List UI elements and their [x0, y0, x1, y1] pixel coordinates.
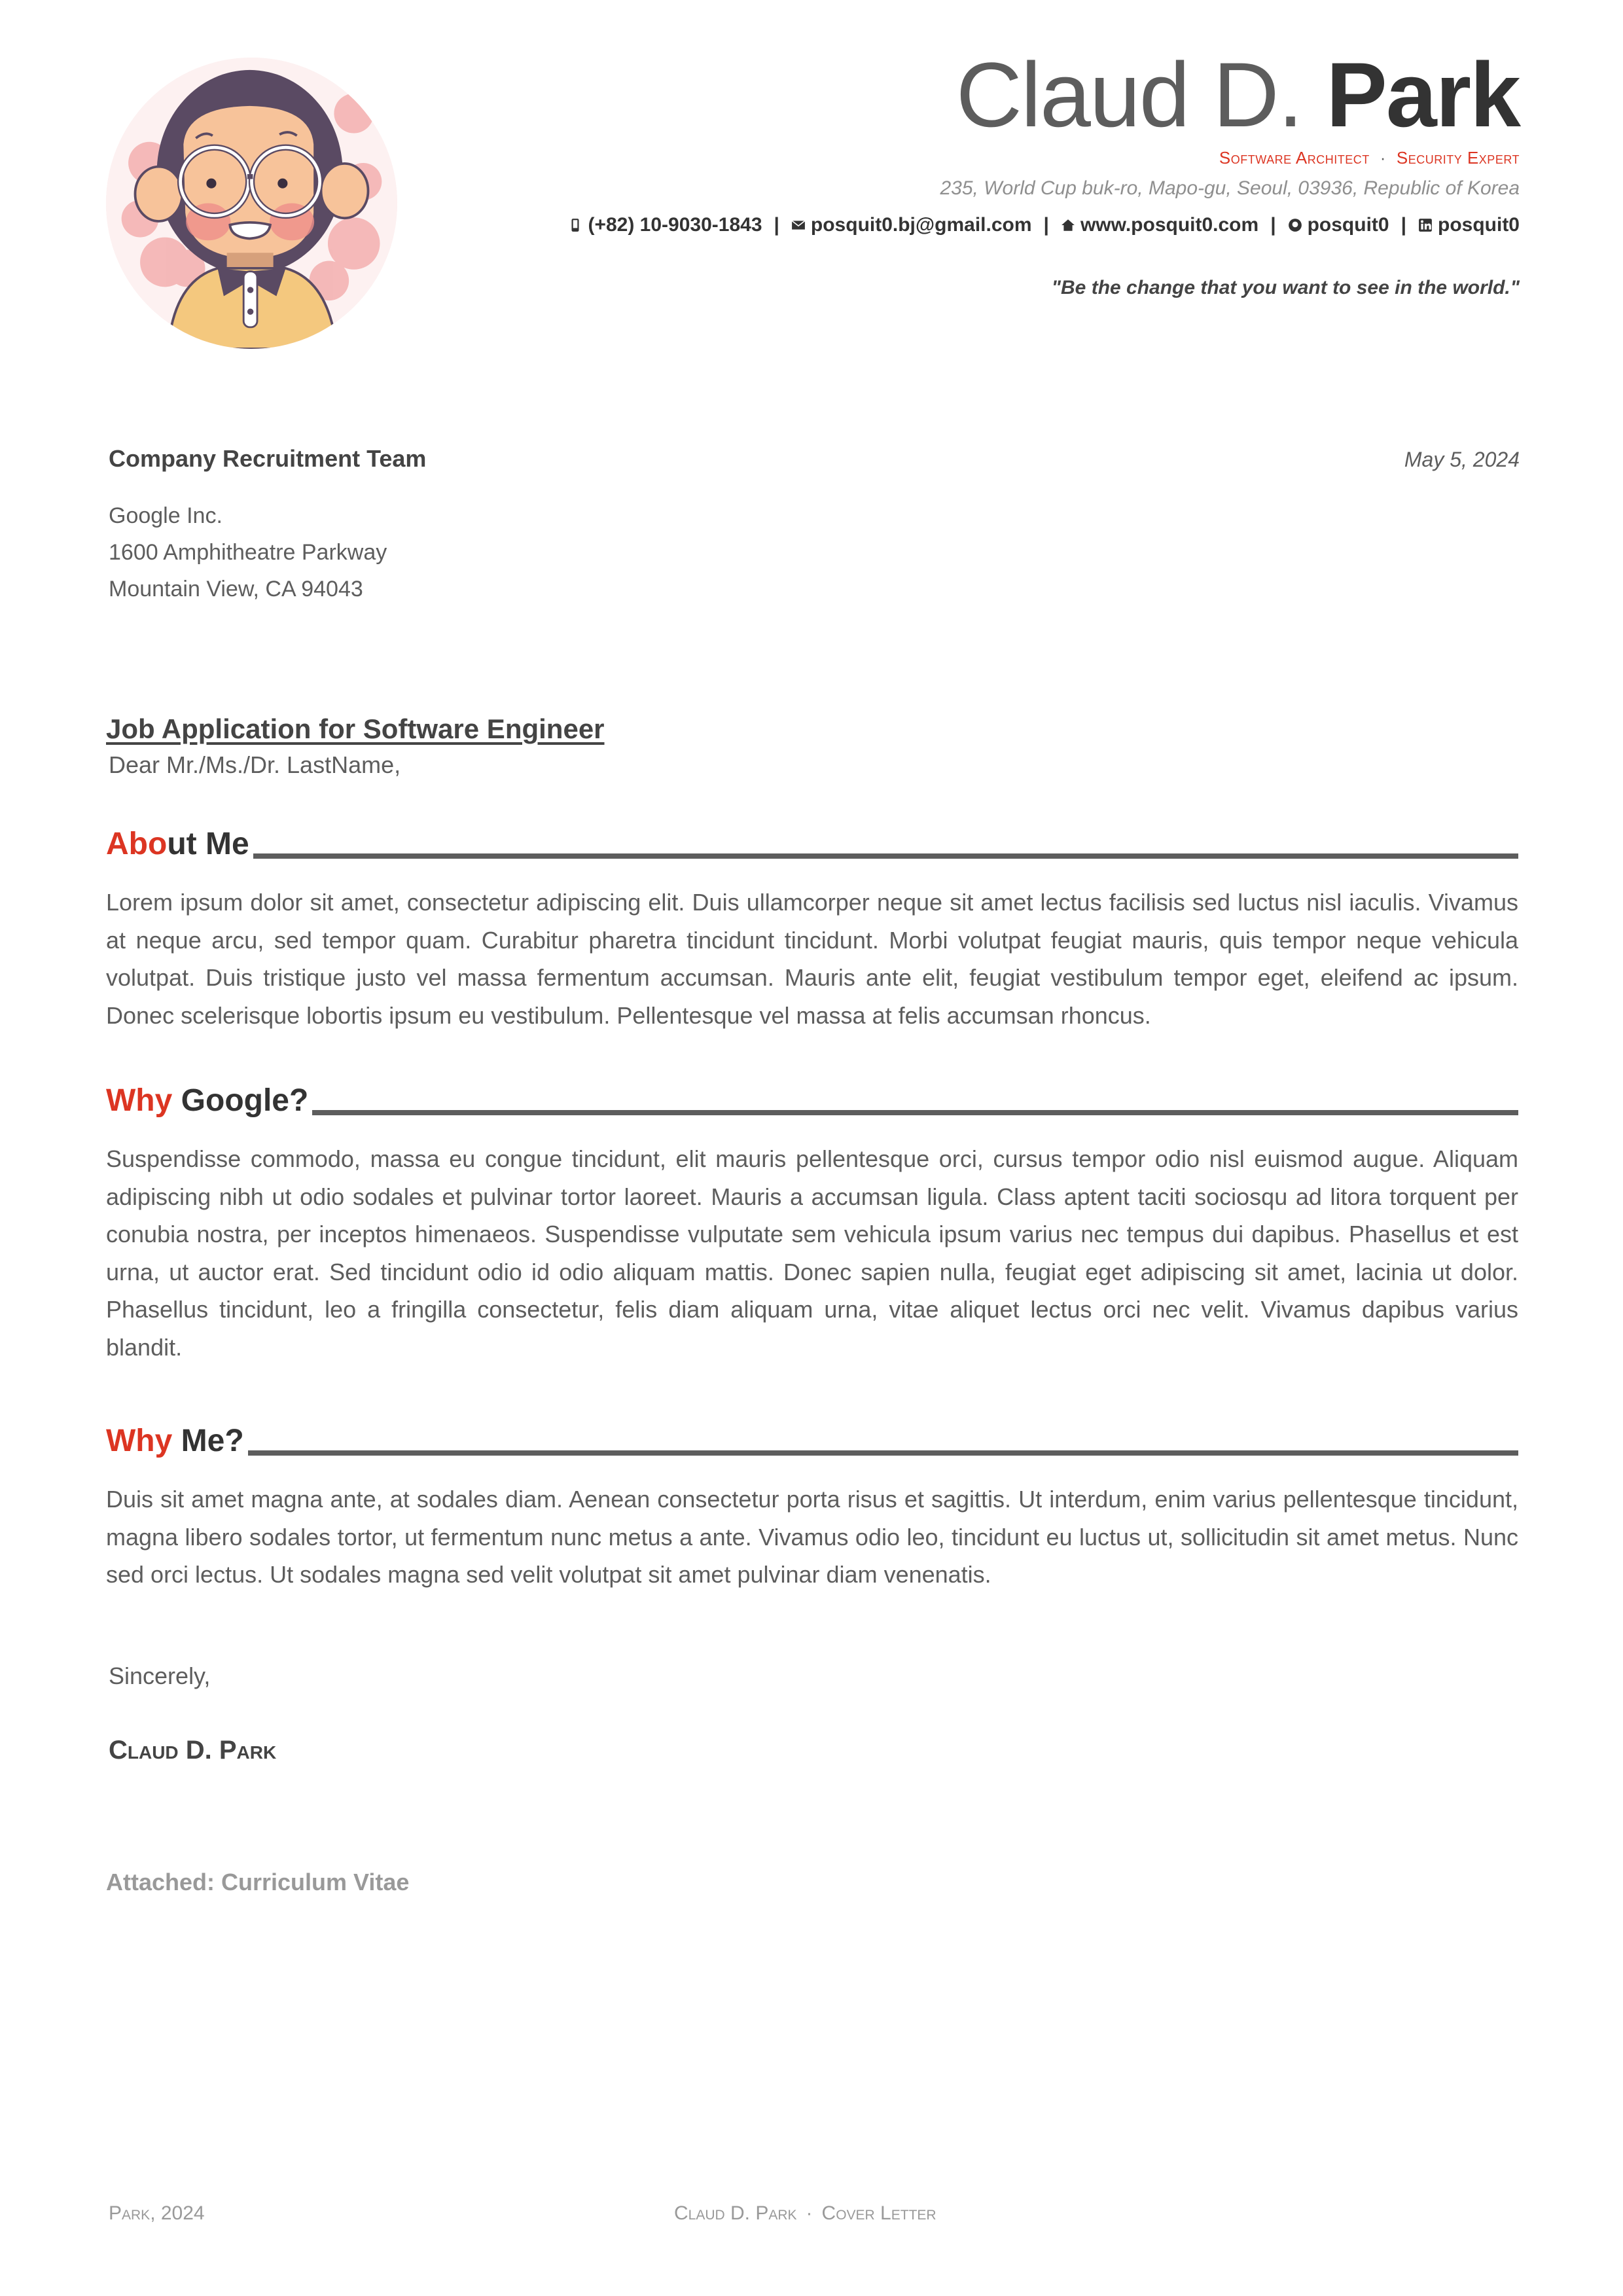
- section-why-google: [106, 1073, 1518, 1366]
- contact-line: (+82) 10-9030-1843 | posquit0.bj@gmail.com | www.posquit0.com | posquit0 | posquit0: [568, 212, 1520, 238]
- last-name: Park: [1326, 43, 1520, 146]
- contact-github[interactable]: posquit0: [1288, 214, 1389, 236]
- quote: "Be the change that you want to see in the world.": [1051, 277, 1520, 298]
- position-1: Software Architect: [1219, 148, 1370, 168]
- section-divider: [312, 1110, 1518, 1115]
- recipient-address: [109, 497, 387, 607]
- home-icon: [1061, 218, 1075, 232]
- letter-opening: Dear Mr./Ms./Dr. LastName,: [109, 751, 401, 778]
- section-heading: [106, 1414, 1518, 1460]
- avatar-illustration: [106, 58, 397, 349]
- contact-email[interactable]: posquit0.bj@gmail.com: [791, 214, 1032, 236]
- email-icon: [791, 218, 806, 232]
- github-icon: [1288, 218, 1302, 232]
- applicant-name: [568, 43, 1520, 146]
- footer-left: Park, 2024: [109, 2202, 205, 2224]
- recipient-line: 1600 Amphitheatre Parkway: [109, 540, 387, 565]
- recipient-line: Mountain View, CA 94043: [109, 577, 363, 601]
- section-body: Duis sit amet magna ante, at sodales diam. Aenean consectetur porta risus et sagittis. Ut interdum, enim varius pellentesque tincidunt, magna libero sodales tortor, ut fermentum nunc metus a ante. Vivamus odio leo, tincidunt eu luctus ut, sollicitudin sit amet metus. Nunc sed orci lectus. Ut sodales magna sed velit volutpat sit amet pulvinar diam venenatis.: [106, 1486, 1518, 1588]
- position-separator: ·: [1380, 148, 1386, 168]
- mobile-phone-icon: [568, 218, 582, 232]
- section-why-me: [106, 1414, 1518, 1594]
- attachment-note: Attached: Curriculum Vitae: [106, 1869, 410, 1895]
- section-divider: [253, 853, 1518, 859]
- contact-linkedin[interactable]: posquit0: [1418, 214, 1520, 236]
- letter-title: Job Application for Software Engineer: [106, 713, 605, 744]
- closing: Sincerely,: [109, 1662, 211, 1689]
- profile-photo: [106, 58, 397, 349]
- address: 235, World Cup buk-ro, Mapo-gu, Seoul, 03936, Republic of Korea: [940, 177, 1520, 199]
- first-name: Claud D.: [955, 43, 1302, 146]
- section-about-me: [106, 817, 1518, 1034]
- section-heading: [106, 817, 1518, 863]
- signature: Claud D. Park: [109, 1736, 277, 1765]
- letter-date: May 5, 2024: [1404, 448, 1520, 471]
- linkedin-icon: [1418, 218, 1433, 232]
- recipient-title: Company Recruitment Team: [109, 445, 427, 472]
- contact-homepage[interactable]: www.posquit0.com: [1061, 214, 1258, 236]
- section-title: Why Google?: [106, 1083, 309, 1118]
- contact-phone[interactable]: (+82) 10-9030-1843: [568, 214, 762, 236]
- section-divider: [248, 1450, 1518, 1456]
- section-heading: [106, 1073, 1518, 1119]
- position-line: [568, 147, 1520, 169]
- recipient-line: Google Inc.: [109, 503, 223, 528]
- section-title: Why Me?: [106, 1424, 244, 1458]
- footer-center: Claud D. Park · Cover Letter: [674, 2202, 936, 2224]
- section-body: Lorem ipsum dolor sit amet, consectetur adipiscing elit. Duis ullamcorper neque sit amet lectus facilisis sed luctus nisl iaculis. Vivamus at neque arcu, sed tempor quam. Curabitur pharetra tincidunt tincidunt. Morbi volutpat feugiat mauris, quis tempor neque vehicula volutpat. Duis tristique justo vel massa fermentum accumsan. Mauris ante elit, feugiat vestibulum tempor eget, eleifend ac ipsum. Donec scelerisque lobortis ipsum eu vestibulum. Pellentesque vel massa at felis accumsan rhoncus.: [106, 889, 1518, 1029]
- section-title: About Me: [106, 827, 249, 861]
- position-2: Security Expert: [1396, 148, 1520, 168]
- letter-header: [568, 43, 1520, 301]
- section-body: Suspendisse commodo, massa eu congue tincidunt, elit mauris pellentesque orci, cursus tempor odio nisl euismod augue. Aliquam adipiscing nibh ut odio sodales et pulvinar tortor laoreet. Mauris a accumsan ligula. Class aptent taciti sociosqu ad litora torquent per conubia nostra, per inceptos himenaeos. Suspendisse vulputate sem vehicula ipsum varius nec tempus dui dapibus. Phasellus et est urna, ut auctor erat. Sed tincidunt odio id odio aliquam mattis. Donec sapien nulla, feugiat eget adipiscing sit amet, lacinia ut dolor. Phasellus tincidunt, leo a fringilla consectetur, felis diam aliquam urna, vitae aliquet lectus orci nec velit. Vivamus dapibus varius blandit.: [106, 1145, 1518, 1361]
